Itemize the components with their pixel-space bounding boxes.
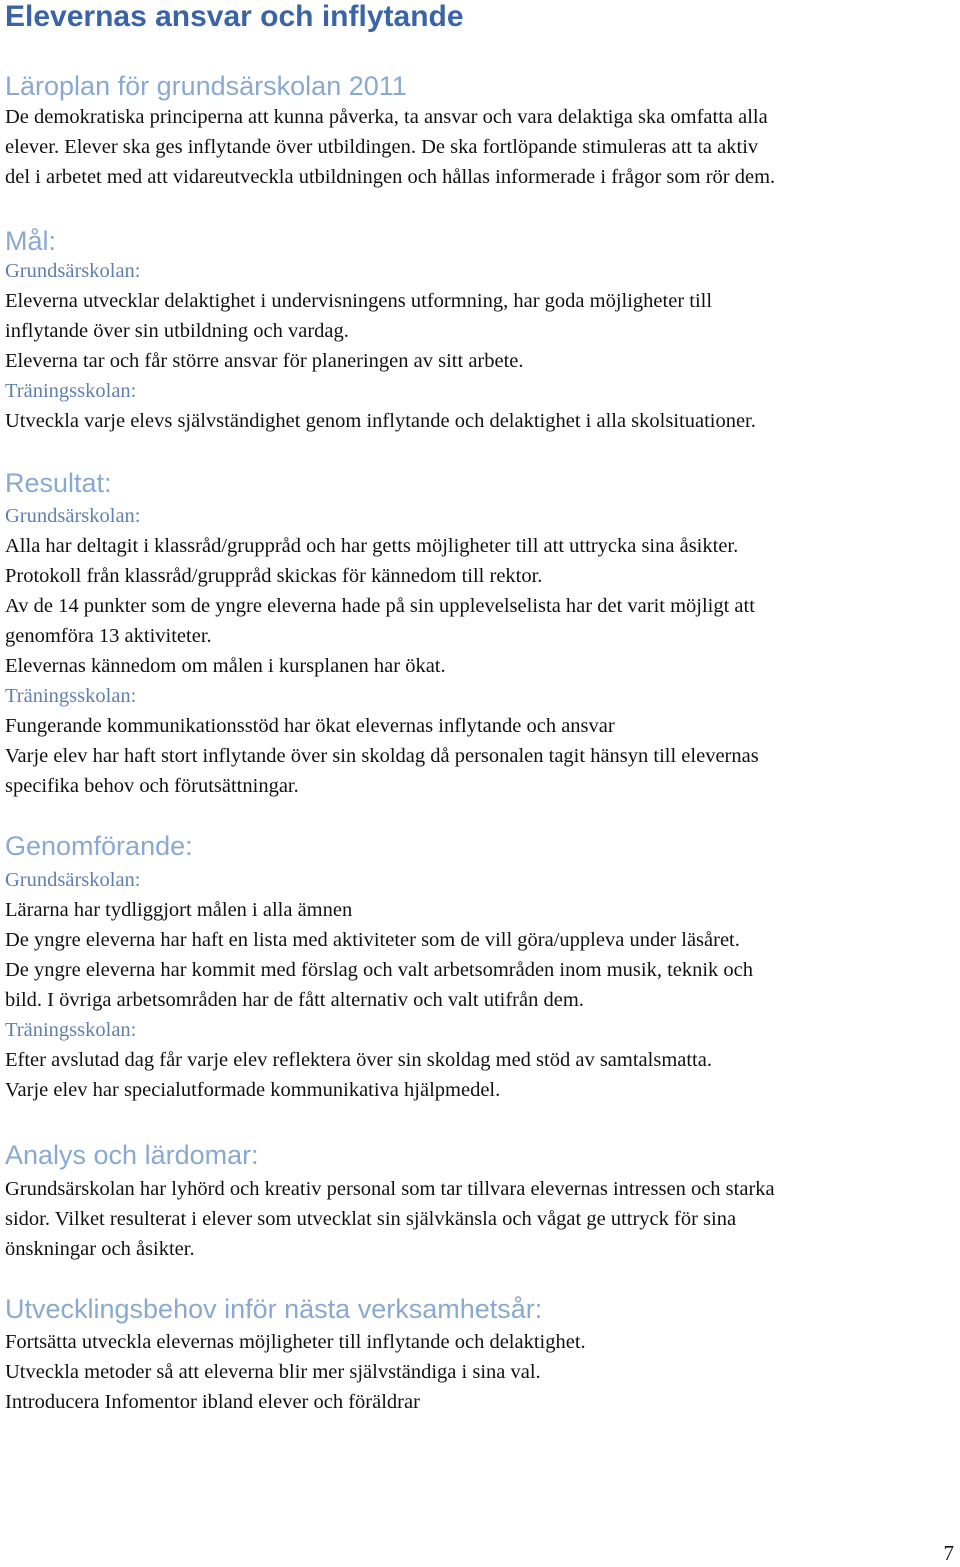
paragraph-line: Introducera Infomentor ibland elever och föräldrar (5, 1391, 420, 1413)
paragraph-line: De demokratiska principerna att kunna påverka, ta ansvar och vara delaktiga ska omfatta alla (5, 106, 768, 128)
utveckling-heading: Utvecklingsbehov inför nästa verksamhetsår: (5, 1294, 543, 1324)
paragraph-line: Elevernas kännedom om målen i kursplanen har ökat. (5, 655, 446, 677)
paragraph-line: önskningar och åsikter. (5, 1238, 195, 1260)
mal-text (5, 256, 960, 436)
analys-text (5, 1174, 960, 1264)
paragraph-line: De yngre eleverna har haft en lista med aktiviteter som de vill göra/uppleva under läsåret. (5, 929, 740, 951)
laroplan-text (5, 102, 960, 192)
subheading-traningsskolan: Träningsskolan: (5, 380, 137, 402)
subheading-traningsskolan: Träningsskolan: (5, 685, 137, 707)
subheading-grundsarskolan: Grundsärskolan: (5, 869, 141, 891)
analys-heading: Analys och lärdomar: (5, 1140, 259, 1170)
genomforande-heading: Genomförande: (5, 831, 193, 861)
paragraph-line: bild. I övriga arbetsområden har de fått alternativ och valt utifrån dem. (5, 989, 584, 1011)
subheading-traningsskolan: Träningsskolan: (5, 1019, 137, 1041)
subheading-grundsarskolan: Grundsärskolan: (5, 505, 141, 527)
paragraph-line: De yngre eleverna har kommit med förslag och valt arbetsområden inom musik, teknik och (5, 959, 754, 981)
paragraph-line: sidor. Vilket resulterat i elever som utvecklat sin självkänsla och vågat ge uttryck för sina (5, 1208, 737, 1230)
utveckling-text (5, 1327, 960, 1417)
page-title: Elevernas ansvar och inflytande (5, 0, 464, 33)
paragraph-line: Fortsätta utveckla elevernas möjligheter till inflytande och delaktighet. (5, 1331, 586, 1353)
paragraph-line: Utveckla metoder så att eleverna blir mer självständiga i sina val. (5, 1361, 541, 1383)
paragraph-line: elever. Elever ska ges inflytande över utbildingen. De ska fortlöpande stimuleras att ta aktiv (5, 136, 759, 158)
paragraph-line: specifika behov och förutsättningar. (5, 775, 299, 797)
page-number: 7 (943, 1541, 954, 1565)
paragraph-line: Eleverna tar och får större ansvar för planeringen av sitt arbete. (5, 350, 524, 372)
subheading-grundsarskolan: Grundsärskolan: (5, 260, 141, 282)
paragraph-line: del i arbetet med att vidareutveckla utbildningen och hållas informerade i frågor som rör dem. (5, 166, 776, 188)
mal-heading: Mål: (5, 226, 57, 256)
paragraph-line: Alla har deltagit i klassråd/gruppråd och har getts möjligheter till att uttrycka sina åsikter. (5, 535, 739, 557)
resultat-text (5, 501, 960, 801)
paragraph-line: Utveckla varje elevs självständighet genom inflytande och delaktighet i alla skolsituationer. (5, 410, 756, 432)
paragraph-line: inflytande över sin utbildning och vardag. (5, 320, 349, 342)
paragraph-line: Eleverna utvecklar delaktighet i undervisningens utformning, har goda möjligheter till (5, 290, 713, 312)
resultat-heading: Resultat: (5, 468, 112, 498)
paragraph-line: Grundsärskolan har lyhörd och kreativ personal som tar tillvara elevernas intressen och starka (5, 1178, 775, 1200)
paragraph-line: Protokoll från klassråd/gruppråd skickas för kännedom till rektor. (5, 565, 543, 587)
paragraph-line: Varje elev har haft stort inflytande över sin skoldag då personalen tagit hänsyn till elevernas (5, 745, 759, 767)
paragraph-line: Av de 14 punkter som de yngre eleverna hade på sin upplevelselista har det varit möjligt att (5, 595, 755, 617)
genomforande-text (5, 865, 960, 1105)
laroplan-heading: Läroplan för grundsärskolan 2011 (5, 71, 407, 101)
paragraph-line: Efter avslutad dag får varje elev reflektera över sin skoldag med stöd av samtalsmatta. (5, 1049, 712, 1071)
paragraph-line: genomföra 13 aktiviteter. (5, 625, 212, 647)
paragraph-line: Fungerande kommunikationsstöd har ökat elevernas inflytande och ansvar (5, 715, 615, 737)
paragraph-line: Varje elev har specialutformade kommunikativa hjälpmedel. (5, 1079, 501, 1101)
paragraph-line: Lärarna har tydliggjort målen i alla ämnen (5, 899, 353, 921)
